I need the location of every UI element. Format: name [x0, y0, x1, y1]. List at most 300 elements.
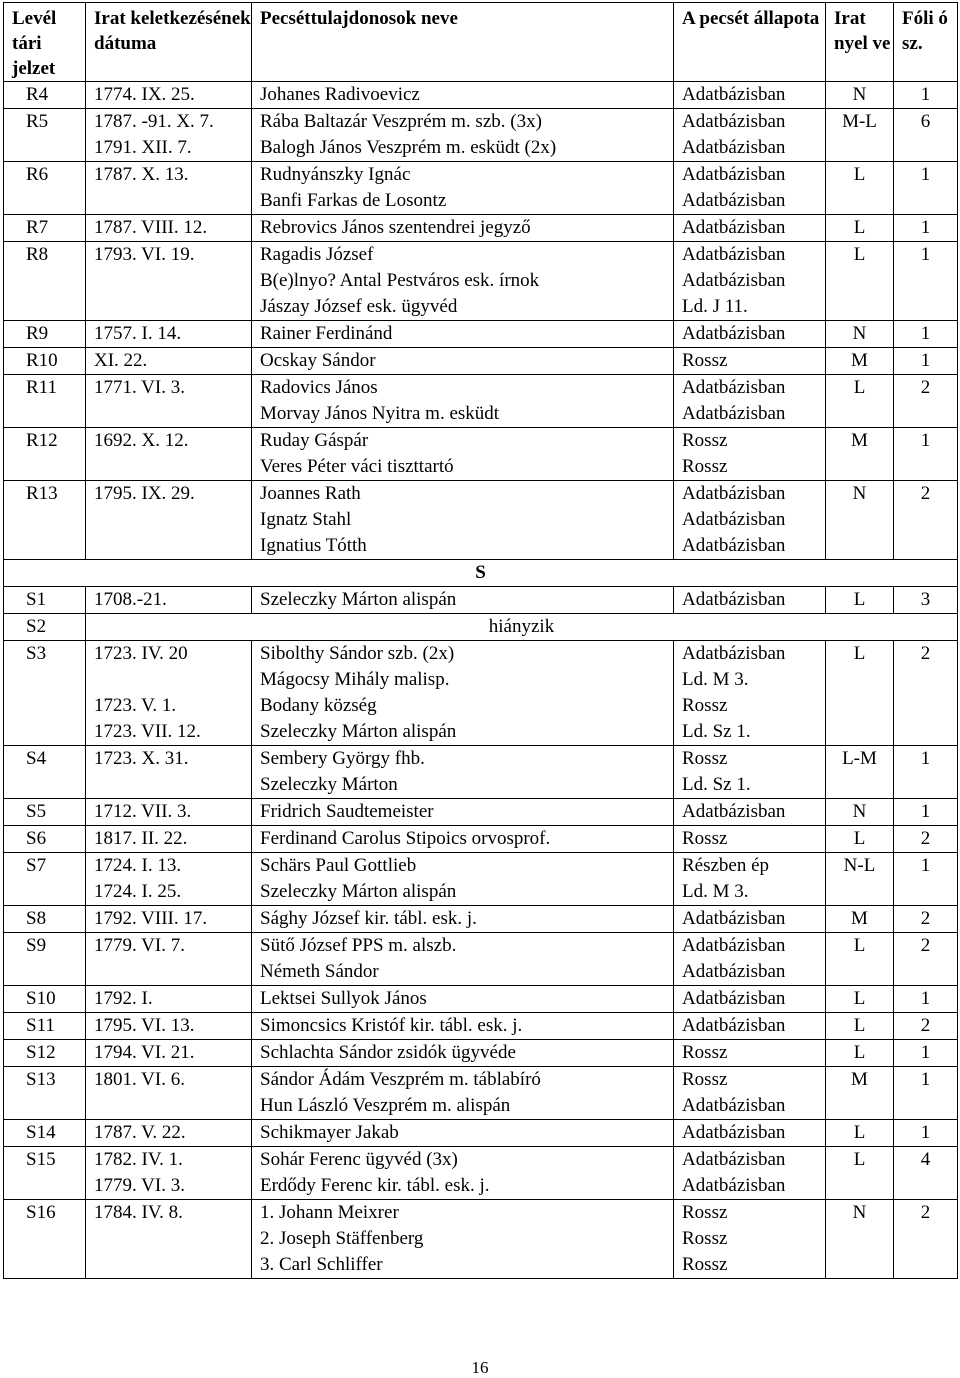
date-cell: [86, 294, 252, 321]
header-folio: Fóli ó sz.: [894, 3, 958, 82]
seal-state-cell: Adatbázisban: [674, 188, 826, 215]
language-cell: L: [826, 162, 894, 189]
seal-owner-cell: Erdődy Ferenc kir. tábl. esk. j.: [252, 1173, 674, 1200]
table-row: [4, 188, 958, 215]
signature-cell: [4, 879, 86, 906]
date-cell: 1771. VI. 3.: [86, 375, 252, 402]
table-row: [4, 614, 958, 641]
table-row: [4, 454, 958, 481]
seal-owner-cell: Ferdinand Carolus Stipoics orvosprof.: [252, 826, 674, 853]
seal-state-cell: Adatbázisban: [674, 641, 826, 668]
signature-cell: S13: [4, 1067, 86, 1094]
seal-state-cell: Rossz: [674, 826, 826, 853]
date-cell: 1784. IV. 8.: [86, 1200, 252, 1227]
language-cell: [826, 772, 894, 799]
seal-owner-cell: Ocskay Sándor: [252, 348, 674, 375]
signature-cell: [4, 1226, 86, 1252]
folio-cell: [894, 188, 958, 215]
date-cell: 1787. -91. X. 7.: [86, 109, 252, 136]
table-row: [4, 507, 958, 533]
language-cell: M-L: [826, 109, 894, 136]
date-cell: 1692. X. 12.: [86, 428, 252, 455]
date-cell: 1723. X. 31.: [86, 746, 252, 773]
seal-state-cell: Ld. M 3.: [674, 667, 826, 693]
folio-cell: 2: [894, 641, 958, 668]
language-cell: [826, 1093, 894, 1120]
language-cell: L: [826, 215, 894, 242]
table-row: [4, 587, 958, 614]
language-cell: [826, 268, 894, 294]
folio-cell: 2: [894, 1013, 958, 1040]
language-cell: L: [826, 1147, 894, 1174]
header-seal-owners: Pecséttulajdonosok neve: [252, 3, 674, 82]
table-row: [4, 481, 958, 508]
seal-state-cell: Rossz: [674, 348, 826, 375]
date-cell: XI. 22.: [86, 348, 252, 375]
signature-cell: R7: [4, 215, 86, 242]
language-cell: M: [826, 348, 894, 375]
seal-register-table: [3, 2, 958, 1279]
folio-cell: 4: [894, 1147, 958, 1174]
date-cell: 1792. I.: [86, 986, 252, 1013]
signature-cell: S5: [4, 799, 86, 826]
date-cell: 1791. XII. 7.: [86, 135, 252, 162]
signature-cell: S11: [4, 1013, 86, 1040]
folio-cell: 1: [894, 1120, 958, 1147]
seal-owner-cell: B(e)lnyo? Antal Pestváros esk. írnok: [252, 268, 674, 294]
signature-cell: S6: [4, 826, 86, 853]
language-cell: M: [826, 906, 894, 933]
signature-cell: [4, 1173, 86, 1200]
table-row: [4, 162, 958, 189]
signature-cell: R12: [4, 428, 86, 455]
seal-owner-cell: Sibolthy Sándor szb. (2x): [252, 641, 674, 668]
folio-cell: 3: [894, 587, 958, 614]
signature-cell: [4, 667, 86, 693]
date-cell: 1779. VI. 7.: [86, 933, 252, 960]
seal-state-cell: Adatbázisban: [674, 109, 826, 136]
folio-cell: [894, 401, 958, 428]
language-cell: [826, 533, 894, 560]
header-signature: Levél tári jelzet: [4, 3, 86, 82]
seal-state-cell: Adatbázisban: [674, 1093, 826, 1120]
language-cell: [826, 959, 894, 986]
seal-state-cell: Adatbázisban: [674, 799, 826, 826]
folio-cell: 1: [894, 321, 958, 348]
seal-owner-cell: Sembery György fhb.: [252, 746, 674, 773]
date-cell: [86, 507, 252, 533]
table-row: [4, 879, 958, 906]
signature-cell: S16: [4, 1200, 86, 1227]
seal-owner-cell: Rába Baltazár Veszprém m. szb. (3x): [252, 109, 674, 136]
folio-cell: 2: [894, 375, 958, 402]
section-heading: S: [4, 560, 958, 587]
language-cell: [826, 507, 894, 533]
table-row: [4, 1040, 958, 1067]
table-row: [4, 1200, 958, 1227]
seal-owner-cell: Banfi Farkas de Losontz: [252, 188, 674, 215]
date-cell: 1795. IX. 29.: [86, 481, 252, 508]
language-cell: [826, 693, 894, 719]
language-cell: L: [826, 242, 894, 269]
date-cell: 1708.-21.: [86, 587, 252, 614]
language-cell: [826, 719, 894, 746]
folio-cell: [894, 693, 958, 719]
folio-cell: [894, 135, 958, 162]
language-cell: N: [826, 82, 894, 109]
table-row: [4, 986, 958, 1013]
signature-cell: [4, 719, 86, 746]
seal-state-cell: Ld. M 3.: [674, 879, 826, 906]
date-cell: 1787. VIII. 12.: [86, 215, 252, 242]
language-cell: L: [826, 986, 894, 1013]
date-cell: 1774. IX. 25.: [86, 82, 252, 109]
language-cell: L: [826, 1120, 894, 1147]
table-row: [4, 401, 958, 428]
seal-owner-cell: Hun László Veszprém m. alispán: [252, 1093, 674, 1120]
table-row: [4, 1120, 958, 1147]
seal-state-cell: Adatbázisban: [674, 135, 826, 162]
folio-cell: 1: [894, 1040, 958, 1067]
folio-cell: 1: [894, 162, 958, 189]
language-cell: L: [826, 933, 894, 960]
seal-state-cell: Adatbázisban: [674, 1120, 826, 1147]
seal-owner-cell: Joannes Rath: [252, 481, 674, 508]
signature-cell: R6: [4, 162, 86, 189]
table-row: [4, 826, 958, 853]
signature-cell: R5: [4, 109, 86, 136]
table-row: [4, 1252, 958, 1279]
seal-owner-cell: Schikmayer Jakab: [252, 1120, 674, 1147]
seal-owner-cell: Radovics János: [252, 375, 674, 402]
seal-owner-cell: Sohár Ferenc ügyvéd (3x): [252, 1147, 674, 1174]
seal-state-cell: Adatbázisban: [674, 959, 826, 986]
folio-cell: 2: [894, 933, 958, 960]
language-cell: N: [826, 799, 894, 826]
date-cell: 1817. II. 22.: [86, 826, 252, 853]
signature-cell: [4, 1252, 86, 1279]
seal-owner-cell: Sághy József kir. tábl. esk. j.: [252, 906, 674, 933]
seal-state-cell: Adatbázisban: [674, 533, 826, 560]
seal-owner-cell: Szeleczky Márton alispán: [252, 879, 674, 906]
seal-state-cell: Rossz: [674, 1226, 826, 1252]
seal-state-cell: Rossz: [674, 454, 826, 481]
signature-cell: [4, 533, 86, 560]
date-cell: 1795. VI. 13.: [86, 1013, 252, 1040]
folio-cell: [894, 1252, 958, 1279]
seal-state-cell: Ld. Sz 1.: [674, 719, 826, 746]
seal-owner-cell: Jászay József esk. ügyvéd: [252, 294, 674, 321]
language-cell: N: [826, 1200, 894, 1227]
seal-state-cell: Adatbázisban: [674, 215, 826, 242]
table-row: [4, 906, 958, 933]
language-cell: L: [826, 826, 894, 853]
seal-owner-cell: Morvay János Nyitra m. esküdt: [252, 401, 674, 428]
table-row: [4, 799, 958, 826]
date-cell: [86, 533, 252, 560]
signature-cell: S3: [4, 641, 86, 668]
table-row: [4, 533, 958, 560]
language-cell: [826, 401, 894, 428]
seal-owner-cell: Ragadis József: [252, 242, 674, 269]
folio-cell: 1: [894, 1067, 958, 1094]
folio-cell: [894, 294, 958, 321]
header-date: Irat keletkezésének dátuma: [86, 3, 252, 82]
seal-owner-cell: Ignatz Stahl: [252, 507, 674, 533]
seal-owner-cell: Ruday Gáspár: [252, 428, 674, 455]
signature-cell: [4, 294, 86, 321]
seal-owner-cell: Johanes Radivoevicz: [252, 82, 674, 109]
date-cell: [86, 772, 252, 799]
date-cell: 1712. VII. 3.: [86, 799, 252, 826]
signature-cell: R9: [4, 321, 86, 348]
seal-owner-cell: Bodany község: [252, 693, 674, 719]
language-cell: M: [826, 428, 894, 455]
seal-owner-cell: Németh Sándor: [252, 959, 674, 986]
table-row: [4, 959, 958, 986]
seal-state-cell: Részben ép: [674, 853, 826, 880]
language-cell: [826, 188, 894, 215]
table-row: [4, 428, 958, 455]
seal-state-cell: Adatbázisban: [674, 1147, 826, 1174]
section-heading-row: [4, 560, 958, 587]
date-cell: [86, 188, 252, 215]
seal-owner-cell: Lektsei Sullyok János: [252, 986, 674, 1013]
language-cell: L: [826, 1040, 894, 1067]
table-row: [4, 135, 958, 162]
folio-cell: [894, 772, 958, 799]
signature-cell: S8: [4, 906, 86, 933]
folio-cell: [894, 454, 958, 481]
date-cell: [86, 959, 252, 986]
seal-owner-cell: Veres Péter váci tiszttartó: [252, 454, 674, 481]
signature-cell: [4, 268, 86, 294]
table-row: [4, 375, 958, 402]
language-cell: M: [826, 1067, 894, 1094]
date-cell: 1723. V. 1.: [86, 693, 252, 719]
language-cell: L-M: [826, 746, 894, 773]
signature-cell: [4, 188, 86, 215]
signature-cell: S12: [4, 1040, 86, 1067]
folio-cell: 2: [894, 906, 958, 933]
folio-cell: 2: [894, 1200, 958, 1227]
date-cell: [86, 667, 252, 693]
language-cell: [826, 1252, 894, 1279]
seal-state-cell: Adatbázisban: [674, 986, 826, 1013]
date-cell: 1757. I. 14.: [86, 321, 252, 348]
table-row: [4, 294, 958, 321]
seal-state-cell: Adatbázisban: [674, 242, 826, 269]
folio-cell: [894, 1093, 958, 1120]
seal-owner-cell: Szeleczky Márton alispán: [252, 719, 674, 746]
signature-cell: [4, 401, 86, 428]
table-row: [4, 667, 958, 693]
table-row: [4, 853, 958, 880]
seal-state-cell: Adatbázisban: [674, 481, 826, 508]
language-cell: N: [826, 481, 894, 508]
table-row: [4, 1013, 958, 1040]
seal-state-cell: Adatbázisban: [674, 1173, 826, 1200]
signature-cell: S1: [4, 587, 86, 614]
seal-owner-cell: 3. Carl Schliffer: [252, 1252, 674, 1279]
seal-owner-cell: Schlachta Sándor zsidók ügyvéde: [252, 1040, 674, 1067]
seal-owner-cell: Fridrich Saudtemeister: [252, 799, 674, 826]
seal-state-cell: Adatbázisban: [674, 375, 826, 402]
signature-cell: S9: [4, 933, 86, 960]
seal-state-cell: Rossz: [674, 1200, 826, 1227]
folio-cell: 1: [894, 853, 958, 880]
seal-state-cell: Rossz: [674, 1040, 826, 1067]
table-row: [4, 215, 958, 242]
folio-cell: 1: [894, 746, 958, 773]
seal-owner-cell: Sándor Ádám Veszprém m. táblabíró: [252, 1067, 674, 1094]
seal-owner-cell: 2. Joseph Stäffenberg: [252, 1226, 674, 1252]
seal-state-cell: Adatbázisban: [674, 401, 826, 428]
signature-cell: [4, 959, 86, 986]
table-row: [4, 1147, 958, 1174]
seal-owner-cell: Rudnyánszky Ignác: [252, 162, 674, 189]
seal-owner-cell: Ignatius Tótth: [252, 533, 674, 560]
table-row: [4, 321, 958, 348]
seal-owner-cell: Balogh János Veszprém m. esküdt (2x): [252, 135, 674, 162]
seal-owner-cell: Szeleczky Márton alispán: [252, 587, 674, 614]
signature-cell: [4, 507, 86, 533]
language-cell: L: [826, 587, 894, 614]
date-cell: 1724. I. 25.: [86, 879, 252, 906]
date-cell: 1793. VI. 19.: [86, 242, 252, 269]
signature-cell: R4: [4, 82, 86, 109]
table-row: [4, 641, 958, 668]
missing-note-cell: hiányzik: [86, 614, 958, 641]
date-cell: [86, 454, 252, 481]
seal-state-cell: Adatbázisban: [674, 906, 826, 933]
seal-owner-cell: Sütő József PPS m. alszb.: [252, 933, 674, 960]
folio-cell: [894, 719, 958, 746]
table-row: [4, 1173, 958, 1200]
seal-state-cell: Rossz: [674, 746, 826, 773]
date-cell: 1779. VI. 3.: [86, 1173, 252, 1200]
seal-state-cell: Adatbázisban: [674, 507, 826, 533]
language-cell: [826, 667, 894, 693]
signature-cell: S14: [4, 1120, 86, 1147]
seal-owner-cell: Szeleczky Márton: [252, 772, 674, 799]
date-cell: [86, 1093, 252, 1120]
seal-state-cell: Adatbázisban: [674, 587, 826, 614]
date-cell: 1782. IV. 1.: [86, 1147, 252, 1174]
signature-cell: R10: [4, 348, 86, 375]
folio-cell: [894, 667, 958, 693]
seal-owner-cell: Rebrovics János szentendrei jegyző: [252, 215, 674, 242]
header-language: Irat nyel ve: [826, 3, 894, 82]
folio-cell: [894, 1226, 958, 1252]
seal-owner-cell: Schärs Paul Gottlieb: [252, 853, 674, 880]
table-row: [4, 719, 958, 746]
folio-cell: 1: [894, 348, 958, 375]
folio-cell: 1: [894, 428, 958, 455]
seal-state-cell: Adatbázisban: [674, 933, 826, 960]
table-row: [4, 268, 958, 294]
date-cell: 1724. I. 13.: [86, 853, 252, 880]
folio-cell: 1: [894, 215, 958, 242]
signature-cell: S7: [4, 853, 86, 880]
date-cell: 1723. IV. 20: [86, 641, 252, 668]
seal-owner-cell: Mágocsy Mihály malisp.: [252, 667, 674, 693]
table-row: [4, 693, 958, 719]
header-seal-state: A pecsét állapota: [674, 3, 826, 82]
date-cell: [86, 268, 252, 294]
seal-state-cell: Adatbázisban: [674, 321, 826, 348]
language-cell: [826, 454, 894, 481]
folio-cell: 1: [894, 242, 958, 269]
language-cell: [826, 294, 894, 321]
table-row: [4, 1226, 958, 1252]
language-cell: N: [826, 321, 894, 348]
language-cell: [826, 135, 894, 162]
table-row: [4, 82, 958, 109]
date-cell: 1787. X. 13.: [86, 162, 252, 189]
language-cell: [826, 879, 894, 906]
date-cell: 1794. VI. 21.: [86, 1040, 252, 1067]
seal-state-cell: Rossz: [674, 693, 826, 719]
signature-cell: R13: [4, 481, 86, 508]
table-row: [4, 109, 958, 136]
folio-cell: [894, 268, 958, 294]
table-row: [4, 242, 958, 269]
seal-state-cell: Rossz: [674, 1067, 826, 1094]
seal-state-cell: Ld. Sz 1.: [674, 772, 826, 799]
table-row: [4, 1093, 958, 1120]
table-row: [4, 772, 958, 799]
folio-cell: 1: [894, 82, 958, 109]
language-cell: L: [826, 641, 894, 668]
signature-cell: [4, 454, 86, 481]
language-cell: [826, 1173, 894, 1200]
date-cell: [86, 1226, 252, 1252]
table-row: [4, 933, 958, 960]
signature-cell: [4, 772, 86, 799]
page-number: 16: [471, 1358, 489, 1377]
folio-cell: 1: [894, 986, 958, 1013]
signature-cell: [4, 135, 86, 162]
signature-cell: S10: [4, 986, 86, 1013]
table-body: [4, 82, 958, 1279]
signature-cell: R11: [4, 375, 86, 402]
folio-cell: [894, 879, 958, 906]
seal-state-cell: Adatbázisban: [674, 82, 826, 109]
table-header-row: [4, 3, 958, 82]
date-cell: 1787. V. 22.: [86, 1120, 252, 1147]
seal-owner-cell: 1. Johann Meixrer: [252, 1200, 674, 1227]
seal-state-cell: Rossz: [674, 1252, 826, 1279]
language-cell: L: [826, 375, 894, 402]
date-cell: 1792. VIII. 17.: [86, 906, 252, 933]
seal-owner-cell: Rainer Ferdinánd: [252, 321, 674, 348]
signature-cell: R8: [4, 242, 86, 269]
folio-cell: 1: [894, 799, 958, 826]
signature-cell: S2: [4, 614, 86, 641]
seal-state-cell: Adatbázisban: [674, 1013, 826, 1040]
date-cell: 1801. VI. 6.: [86, 1067, 252, 1094]
table-row: [4, 1067, 958, 1094]
table-row: [4, 746, 958, 773]
folio-cell: [894, 959, 958, 986]
seal-state-cell: Adatbázisban: [674, 268, 826, 294]
signature-cell: S4: [4, 746, 86, 773]
language-cell: [826, 1226, 894, 1252]
table-row: [4, 348, 958, 375]
seal-state-cell: Adatbázisban: [674, 162, 826, 189]
seal-owner-cell: Simoncsics Kristóf kir. tábl. esk. j.: [252, 1013, 674, 1040]
